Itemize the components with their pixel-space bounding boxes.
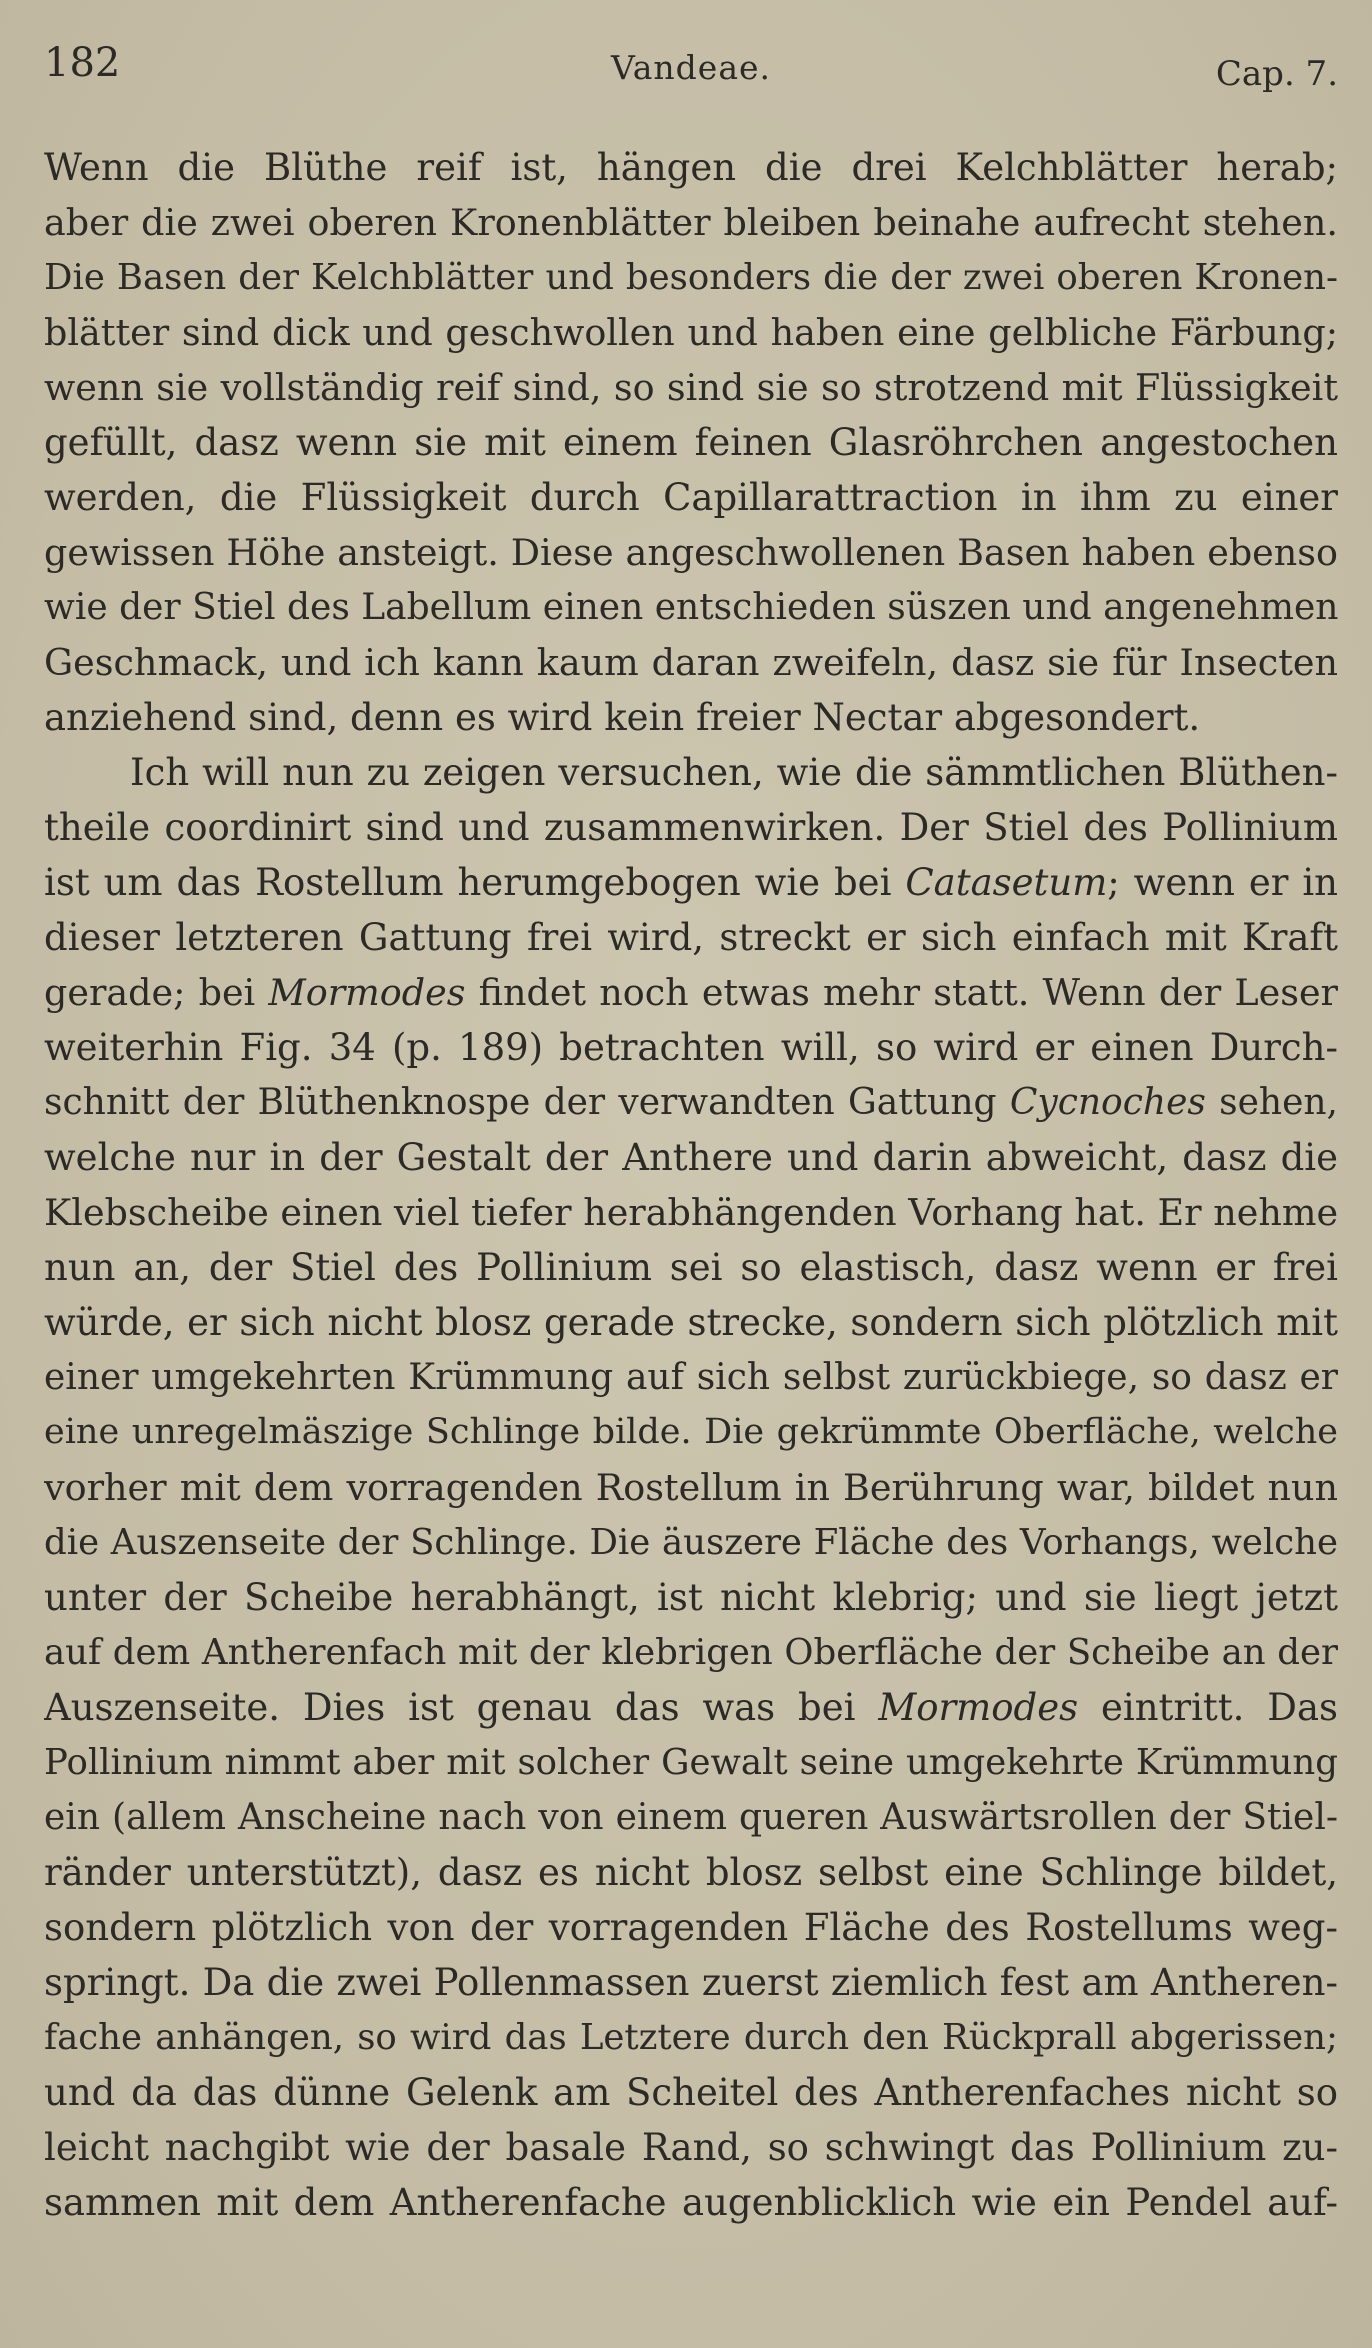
text-line: wie der Stiel des Labellum einen entschieden süszen und angenehmen [44, 587, 1338, 628]
text-line: gerade; bei Mormodes findet noch etwas mehr statt. Wenn der Leser [44, 971, 1338, 1014]
chapter-label: Cap. 7. [1215, 54, 1338, 94]
running-title: Vandeae. [610, 48, 772, 87]
text-line: leicht nachgibt wie der basale Rand, so schwingt das Pollinium zu- [44, 2126, 1338, 2169]
text-line: Geschmack, und ich kann kaum daran zweifeln, dasz sie für Insecten [44, 641, 1338, 684]
body-text [44, 140, 1338, 2230]
text-line: vorher mit dem vorragenden Rostellum in Berührung war, bildet nun [44, 1466, 1338, 1509]
text-line: weiterhin Fig. 34 (p. 189) betrachten will, so wird er einen Durch- [44, 1026, 1338, 1069]
text-line: gewissen Höhe ansteigt. Diese angeschwollenen Basen haben ebenso [44, 531, 1338, 574]
text-line: auf dem Antherenfach mit der klebrigen Oberfläche der Scheibe an der [44, 1632, 1338, 1673]
text-line: unter der Scheibe herabhängt, ist nicht klebrig; und sie liegt jetzt [44, 1576, 1338, 1619]
text-line: die Auszenseite der Schlinge. Die äuszere Fläche des Vorhangs, welche [44, 1522, 1338, 1563]
text-line: springt. Da die zwei Pollenmassen zuerst ziemlich fest am Antheren- [44, 1961, 1338, 2004]
text-line: aber die zwei oberen Kronenblätter bleiben beinahe aufrecht stehen. [44, 201, 1338, 244]
text-line: theile coordinirt sind und zusammenwirken. Der Stiel des Pollinium [44, 806, 1338, 849]
text-line: Wenn die Blüthe reif ist, hängen die drei Kelchblätter herab; [44, 146, 1338, 189]
text-line: einer umgekehrten Krümmung auf sich selbst zurückbiege, so dasz er [44, 1357, 1338, 1398]
text-line: gefüllt, dasz wenn sie mit einem feinen Glasröhrchen angestochen [44, 421, 1338, 464]
page-number: 182 [44, 40, 121, 86]
text-line: eine unregelmäszige Schlinge bilde. Die gekrümmte Oberfläche, welche [44, 1412, 1338, 1452]
text-line: sammen mit dem Antherenfache augenblicklich wie ein Pendel auf- [44, 2181, 1338, 2224]
text-line: nun an, der Stiel des Pollinium sei so elastisch, dasz wenn er frei [44, 1246, 1338, 1289]
text-line: Auszenseite. Dies ist genau das was bei Mormodes eintritt. Das [44, 1686, 1338, 1729]
text-line: ränder unterstützt), dasz es nicht blosz selbst eine Schlinge bildet, [44, 1851, 1338, 1894]
text-line: würde, er sich nicht blosz gerade strecke, sondern sich plötzlich mit [44, 1301, 1338, 1344]
text-line: ein (allem Anscheine nach von einem queren Auswärtsrollen der Stiel- [44, 1797, 1338, 1838]
text-line: blätter sind dick und geschwollen und haben eine gelbliche Färbung; [44, 311, 1338, 354]
text-line: welche nur in der Gestalt der Anthere und darin abweicht, dasz die [44, 1136, 1338, 1179]
page-header [44, 40, 1338, 100]
text-line: dieser letzteren Gattung frei wird, streckt er sich einfach mit Kraft [44, 916, 1338, 959]
text-line: Pollinium nimmt aber mit solcher Gewalt seine umgekehrte Krümmung [44, 1742, 1338, 1783]
text-line: Ich will nun zu zeigen versuchen, wie die sämmtlichen Blüthen- [130, 751, 1338, 794]
text-line: schnitt der Blüthenknospe der verwandten Gattung Cycnoches sehen, [44, 1082, 1338, 1123]
text-line: und da das dünne Gelenk am Scheitel des Antherenfaches nicht so [44, 2071, 1338, 2114]
text-line: fache anhängen, so wird das Letztere durch den Rückprall abgerissen; [44, 2017, 1338, 2058]
text-line: Klebscheibe einen viel tiefer herabhängenden Vorhang hat. Er nehme [44, 1191, 1338, 1234]
text-line: anziehend sind, denn es wird kein freier Nectar abgesondert. [44, 696, 1201, 739]
text-line: wenn sie vollständig reif sind, so sind sie so strotzend mit Flüssigkeit [44, 366, 1338, 409]
text-line: ist um das Rostellum herumgebogen wie bei Catasetum; wenn er in [44, 861, 1338, 904]
text-line: werden, die Flüssigkeit durch Capillarattraction in ihm zu einer [44, 476, 1338, 519]
text-line: Die Basen der Kelchblätter und besonders die der zwei oberen Kronen- [44, 257, 1338, 298]
text-line: sondern plötzlich von der vorragenden Fläche des Rostellums weg- [44, 1906, 1338, 1949]
